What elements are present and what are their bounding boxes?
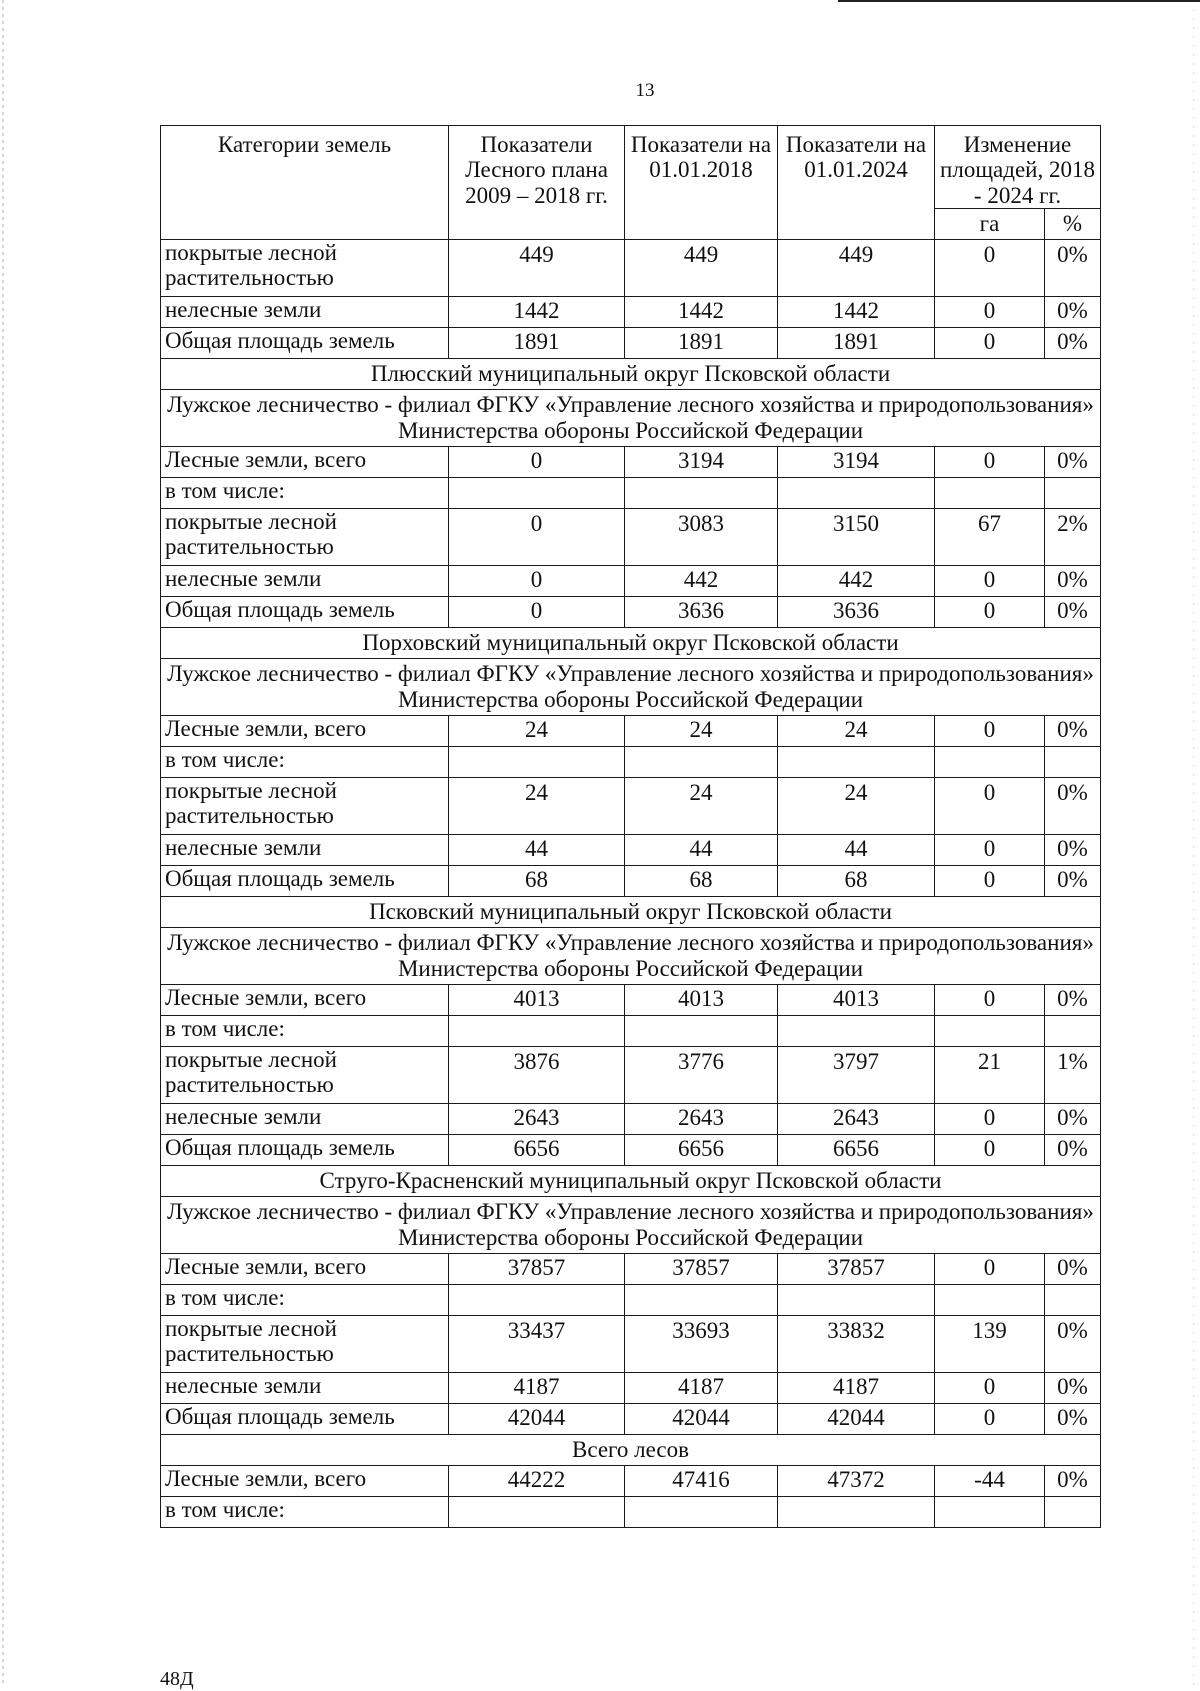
change-ha-cell: 0: [935, 865, 1045, 896]
category-cell: нелесные земли: [161, 1372, 449, 1403]
change-pct-cell: 0%: [1045, 834, 1101, 865]
table-row: [161, 1465, 1101, 1496]
value-2018-cell: 4013: [625, 984, 778, 1015]
value-2024-cell: 42044: [778, 1403, 935, 1434]
change-pct-cell: 0%: [1045, 327, 1101, 358]
change-pct-cell: 0%: [1045, 984, 1101, 1015]
forestry-title: Лужское лесничество - филиал ФГКУ «Управление лесного хозяйства и природопользования» Министерства обороны Российской Федерации: [161, 389, 1101, 446]
value-2024-cell: [778, 1496, 935, 1527]
change-ha-cell: 0: [935, 777, 1045, 834]
category-cell: Общая площадь земель: [161, 596, 449, 627]
table-row: [161, 865, 1101, 896]
table-row: [161, 477, 1101, 508]
value-2024-cell: 24: [778, 715, 935, 746]
plan-cell: 44222: [449, 1465, 625, 1496]
value-2024-cell: 1442: [778, 296, 935, 327]
change-ha-cell: 21: [935, 1046, 1045, 1103]
forestry-title-row: [161, 389, 1101, 446]
header-plan: Показатели Лесного плана 2009 – 2018 гг.: [449, 126, 625, 240]
category-cell: в том числе:: [161, 477, 449, 508]
value-2024-cell: 33832: [778, 1315, 935, 1372]
value-2024-cell: 442: [778, 565, 935, 596]
value-2024-cell: [778, 746, 935, 777]
category-cell: в том числе:: [161, 746, 449, 777]
category-cell: Лесные земли, всего: [161, 715, 449, 746]
category-cell: покрытые лесной растительностью: [161, 1315, 449, 1372]
footer-code: 48Д: [160, 1668, 194, 1690]
forestry-title-row: [161, 927, 1101, 984]
change-pct-cell: 0%: [1045, 1465, 1101, 1496]
value-2018-cell: 44: [625, 834, 778, 865]
value-2024-cell: 3194: [778, 446, 935, 477]
value-2024-cell: 4187: [778, 1372, 935, 1403]
table-row: [161, 596, 1101, 627]
value-2018-cell: 2643: [625, 1103, 778, 1134]
plan-cell: [449, 477, 625, 508]
change-ha-cell: -44: [935, 1465, 1045, 1496]
value-2024-cell: 4013: [778, 984, 935, 1015]
value-2024-cell: [778, 1284, 935, 1315]
value-2018-cell: 3636: [625, 596, 778, 627]
category-cell: покрытые лесной растительностью: [161, 508, 449, 565]
plan-cell: [449, 1284, 625, 1315]
change-pct-cell: 0%: [1045, 296, 1101, 327]
category-cell: Лесные земли, всего: [161, 1465, 449, 1496]
total-title-row: [161, 1434, 1101, 1465]
plan-cell: 3876: [449, 1046, 625, 1103]
plan-cell: 68: [449, 865, 625, 896]
land-categories-table: [160, 125, 1101, 1528]
plan-cell: 1891: [449, 327, 625, 358]
value-2018-cell: 3083: [625, 508, 778, 565]
value-2018-cell: 442: [625, 565, 778, 596]
value-2024-cell: 44: [778, 834, 935, 865]
page-number: 13: [635, 80, 655, 101]
value-2024-cell: 47372: [778, 1465, 935, 1496]
plan-cell: 0: [449, 565, 625, 596]
table-row: [161, 1015, 1101, 1046]
change-pct-cell: 0%: [1045, 565, 1101, 596]
change-pct-cell: [1045, 477, 1101, 508]
forestry-title-row: [161, 1196, 1101, 1253]
table-row: [161, 1372, 1101, 1403]
category-cell: Общая площадь земель: [161, 1403, 449, 1434]
value-2018-cell: 4187: [625, 1372, 778, 1403]
change-pct-cell: 1%: [1045, 1046, 1101, 1103]
value-2018-cell: [625, 1496, 778, 1527]
category-cell: в том числе:: [161, 1284, 449, 1315]
change-ha-cell: 139: [935, 1315, 1045, 1372]
value-2018-cell: 68: [625, 865, 778, 896]
header-2018: Показатели на 01.01.2018: [625, 126, 778, 240]
change-pct-cell: [1045, 1284, 1101, 1315]
table-row: [161, 746, 1101, 777]
table-row: [161, 984, 1101, 1015]
change-ha-cell: 0: [935, 596, 1045, 627]
change-ha-cell: 0: [935, 834, 1045, 865]
value-2018-cell: 449: [625, 239, 778, 296]
change-ha-cell: [935, 1284, 1045, 1315]
change-ha-cell: 0: [935, 565, 1045, 596]
change-pct-cell: 0%: [1045, 446, 1101, 477]
change-pct-cell: 0%: [1045, 715, 1101, 746]
table-row: [161, 834, 1101, 865]
change-pct-cell: 0%: [1045, 865, 1101, 896]
change-pct-cell: 0%: [1045, 777, 1101, 834]
value-2024-cell: 37857: [778, 1253, 935, 1284]
value-2018-cell: [625, 1015, 778, 1046]
value-2018-cell: 42044: [625, 1403, 778, 1434]
table-row: [161, 1253, 1101, 1284]
category-cell: Лесные земли, всего: [161, 446, 449, 477]
header-change-pct: %: [1045, 208, 1101, 239]
total-title: Всего лесов: [161, 1434, 1101, 1465]
category-cell: покрытые лесной растительностью: [161, 239, 449, 296]
change-pct-cell: 0%: [1045, 1315, 1101, 1372]
category-cell: Общая площадь земель: [161, 327, 449, 358]
value-2018-cell: [625, 1284, 778, 1315]
plan-cell: 4187: [449, 1372, 625, 1403]
change-pct-cell: 0%: [1045, 1103, 1101, 1134]
plan-cell: [449, 1015, 625, 1046]
plan-cell: [449, 746, 625, 777]
change-ha-cell: [935, 1496, 1045, 1527]
table-row: [161, 715, 1101, 746]
header-change-ha: га: [935, 208, 1045, 239]
region-title: Плюсский муниципальный округ Псковской области: [161, 358, 1101, 389]
table-row: [161, 1496, 1101, 1527]
value-2018-cell: 1442: [625, 296, 778, 327]
change-ha-cell: 0: [935, 296, 1045, 327]
category-cell: нелесные земли: [161, 565, 449, 596]
plan-cell: 0: [449, 508, 625, 565]
change-ha-cell: [935, 1015, 1045, 1046]
value-2024-cell: 1891: [778, 327, 935, 358]
table-row: [161, 1103, 1101, 1134]
plan-cell: 24: [449, 715, 625, 746]
change-ha-cell: 0: [935, 1103, 1045, 1134]
scan-right-edge: [1193, 0, 1194, 1686]
plan-cell: [449, 1496, 625, 1527]
table-row: [161, 239, 1101, 296]
forestry-title: Лужское лесничество - филиал ФГКУ «Управление лесного хозяйства и природопользования» Министерства обороны Российской Федерации: [161, 1196, 1101, 1253]
change-ha-cell: 0: [935, 1134, 1045, 1165]
header-category: Категории земель: [161, 126, 449, 240]
value-2018-cell: [625, 746, 778, 777]
value-2024-cell: [778, 1015, 935, 1046]
change-ha-cell: 0: [935, 984, 1045, 1015]
table-row: [161, 1403, 1101, 1434]
table-row: [161, 777, 1101, 834]
table-row: [161, 1284, 1101, 1315]
value-2024-cell: 2643: [778, 1103, 935, 1134]
table-row: [161, 565, 1101, 596]
value-2018-cell: 33693: [625, 1315, 778, 1372]
value-2018-cell: [625, 477, 778, 508]
plan-cell: 0: [449, 446, 625, 477]
plan-cell: 2643: [449, 1103, 625, 1134]
table-row: [161, 1315, 1101, 1372]
table-row: [161, 1046, 1101, 1103]
change-pct-cell: [1045, 1496, 1101, 1527]
region-title: Порховский муниципальный округ Псковской области: [161, 627, 1101, 658]
header-2024: Показатели на 01.01.2024: [778, 126, 935, 240]
plan-cell: 4013: [449, 984, 625, 1015]
change-pct-cell: 0%: [1045, 239, 1101, 296]
change-ha-cell: 0: [935, 446, 1045, 477]
value-2018-cell: 24: [625, 715, 778, 746]
value-2018-cell: 47416: [625, 1465, 778, 1496]
category-cell: Лесные земли, всего: [161, 1253, 449, 1284]
plan-cell: 6656: [449, 1134, 625, 1165]
category-cell: покрытые лесной растительностью: [161, 777, 449, 834]
forestry-title-row: [161, 658, 1101, 715]
plan-cell: 33437: [449, 1315, 625, 1372]
plan-cell: 24: [449, 777, 625, 834]
header-change: Изменение площадей, 2018 - 2024 гг.: [935, 126, 1101, 209]
plan-cell: 449: [449, 239, 625, 296]
forestry-title: Лужское лесничество - филиал ФГКУ «Управление лесного хозяйства и природопользования» Министерства обороны Российской Федерации: [161, 658, 1101, 715]
change-ha-cell: 0: [935, 1372, 1045, 1403]
value-2024-cell: 449: [778, 239, 935, 296]
change-ha-cell: [935, 477, 1045, 508]
plan-cell: 42044: [449, 1403, 625, 1434]
change-ha-cell: 0: [935, 715, 1045, 746]
change-ha-cell: [935, 746, 1045, 777]
table-row: [161, 446, 1101, 477]
table-row: [161, 508, 1101, 565]
value-2018-cell: 24: [625, 777, 778, 834]
value-2024-cell: 24: [778, 777, 935, 834]
scan-left-edge: [2, 0, 4, 1686]
value-2018-cell: 6656: [625, 1134, 778, 1165]
category-cell: в том числе:: [161, 1496, 449, 1527]
table-body: [161, 239, 1101, 1527]
plan-cell: 0: [449, 596, 625, 627]
value-2018-cell: 3776: [625, 1046, 778, 1103]
change-ha-cell: 67: [935, 508, 1045, 565]
category-cell: покрытые лесной растительностью: [161, 1046, 449, 1103]
region-title-row: [161, 1165, 1101, 1196]
plan-cell: 44: [449, 834, 625, 865]
value-2024-cell: 3636: [778, 596, 935, 627]
change-pct-cell: 0%: [1045, 1253, 1101, 1284]
change-pct-cell: 0%: [1045, 596, 1101, 627]
table-row: [161, 327, 1101, 358]
top-rule: [838, 0, 1200, 2]
change-pct-cell: 2%: [1045, 508, 1101, 565]
table-row: [161, 1134, 1101, 1165]
change-ha-cell: 0: [935, 239, 1045, 296]
region-title: Псковский муниципальный округ Псковской области: [161, 896, 1101, 927]
change-ha-cell: 0: [935, 1253, 1045, 1284]
category-cell: в том числе:: [161, 1015, 449, 1046]
value-2018-cell: 1891: [625, 327, 778, 358]
table-row: [161, 296, 1101, 327]
change-pct-cell: [1045, 1015, 1101, 1046]
value-2024-cell: [778, 477, 935, 508]
category-cell: нелесные земли: [161, 296, 449, 327]
change-pct-cell: 0%: [1045, 1134, 1101, 1165]
plan-cell: 1442: [449, 296, 625, 327]
plan-cell: 37857: [449, 1253, 625, 1284]
region-title-row: [161, 896, 1101, 927]
value-2024-cell: 3797: [778, 1046, 935, 1103]
region-title: Струго-Красненский муниципальный округ Псковской области: [161, 1165, 1101, 1196]
region-title-row: [161, 627, 1101, 658]
change-ha-cell: 0: [935, 327, 1045, 358]
change-pct-cell: 0%: [1045, 1403, 1101, 1434]
category-cell: нелесные земли: [161, 834, 449, 865]
value-2018-cell: 3194: [625, 446, 778, 477]
change-pct-cell: 0%: [1045, 1372, 1101, 1403]
value-2024-cell: 68: [778, 865, 935, 896]
category-cell: нелесные земли: [161, 1103, 449, 1134]
category-cell: Лесные земли, всего: [161, 984, 449, 1015]
category-cell: Общая площадь земель: [161, 1134, 449, 1165]
value-2024-cell: 3150: [778, 508, 935, 565]
region-title-row: [161, 358, 1101, 389]
value-2018-cell: 37857: [625, 1253, 778, 1284]
table-header: [161, 126, 1101, 240]
category-cell: Общая площадь земель: [161, 865, 449, 896]
change-ha-cell: 0: [935, 1403, 1045, 1434]
change-pct-cell: [1045, 746, 1101, 777]
forestry-title: Лужское лесничество - филиал ФГКУ «Управление лесного хозяйства и природопользования» Министерства обороны Российской Федерации: [161, 927, 1101, 984]
value-2024-cell: 6656: [778, 1134, 935, 1165]
